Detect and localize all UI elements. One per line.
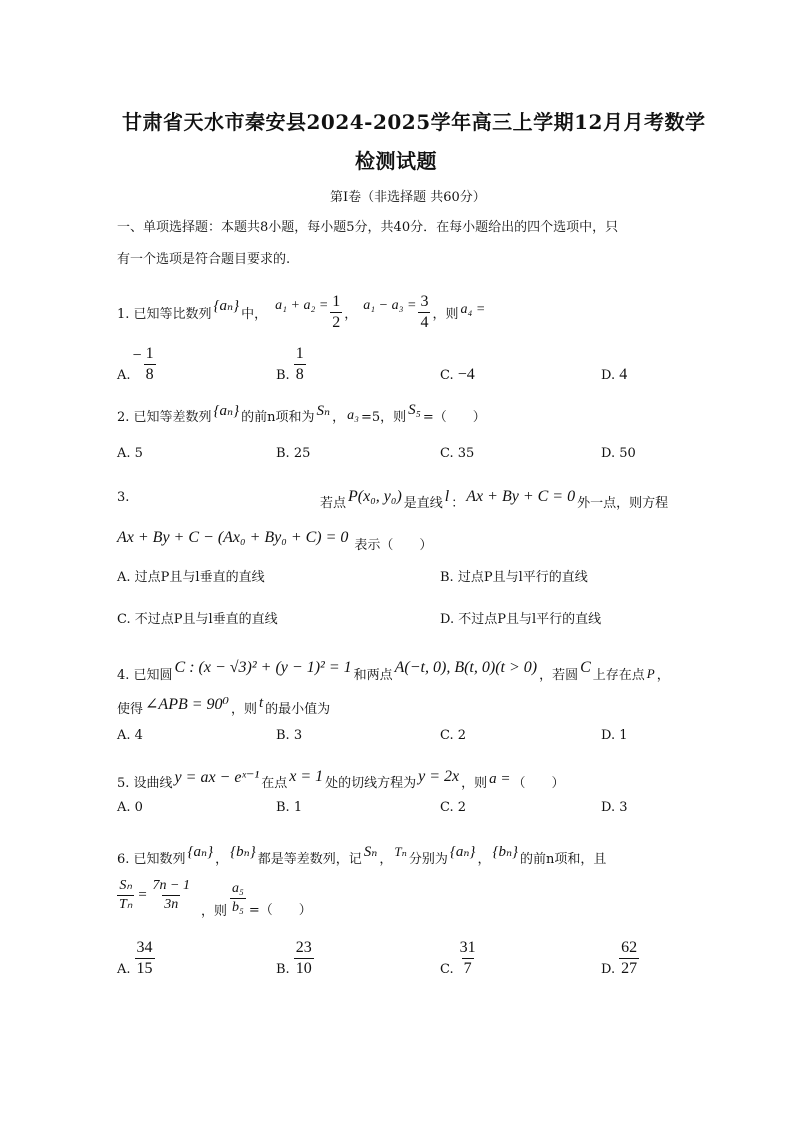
q3-option-b[interactable]: B. 过点P且与l平行的直线 [440, 570, 588, 585]
q5-option-d[interactable]: D. 3 [601, 800, 628, 815]
instruction-line1: 一、单项选择题：本题共8小题，每小题5分，共40分．在每小题给出的四个选项中，只 [117, 220, 619, 235]
q1-option-d-value: 4 [619, 366, 628, 383]
q4-option-c[interactable]: C. 2 [440, 728, 467, 743]
q1-eq1-left: a₁ + a₂ = [275, 297, 329, 313]
q6-option-d[interactable]: D. $\frac{62}{27}$ [601, 939, 638, 977]
question-5 [117, 762, 565, 791]
q6-end: =（ ） [248, 903, 312, 918]
q2-prefix: 2. 已知等差数列 [117, 410, 212, 425]
question-3-line2 [117, 522, 432, 553]
q2-option-a-value: 5 [134, 446, 143, 461]
q6-sep2: ， [379, 852, 393, 867]
q4-line2-tail: ，则 [230, 702, 257, 717]
q6-bn2: {bₙ} [492, 844, 519, 860]
q2-s5: S₅ [408, 402, 421, 418]
question-1 [117, 294, 485, 331]
q6-question-ratio: $\frac{\text{a₅}}{\text{b₅}}$ [231, 881, 244, 915]
section-heading: 第I卷（非选择题 共60分） [330, 190, 486, 205]
q4-option-d-value: 1 [619, 728, 628, 743]
q4-line2-end: 的最小值为 [265, 702, 331, 717]
q4-t: t [258, 695, 264, 711]
q5-option-a-value: 0 [134, 800, 143, 815]
q6-option-a-fraction: $\frac{34}{15}$ [136, 939, 153, 977]
q6-bn: {bₙ} [230, 844, 256, 860]
question-4-line2 [117, 690, 330, 717]
q6-option-b[interactable]: B. $\frac{23}{10}$ [276, 939, 312, 977]
q5-mid2: 处的切线方程为 [325, 776, 417, 791]
q2-mid: 的前n项和为 [241, 410, 315, 425]
q3-option-c-text: 不过点P且与l垂直的直线 [134, 612, 278, 627]
q4-option-a[interactable]: A. 4 [117, 728, 143, 743]
q3-equation: Ax + By + C − (Ax₀ + By₀ + C) = 0 [117, 528, 349, 546]
q5-option-c-value: 2 [457, 800, 467, 815]
q4-tail: ，若圆 [539, 668, 579, 683]
q3-line-symbol: l [444, 487, 450, 505]
q1-option-b-fraction: $\frac{1}{8}$ [295, 345, 304, 383]
q1-option-a-sign: − [132, 347, 142, 364]
q5-option-d-value: 3 [619, 800, 628, 815]
q5-a: a = [489, 771, 511, 787]
q3-option-d-text: 不过点P且与l平行的直线 [458, 612, 602, 627]
q5-curve: y = ax − eˣ⁻¹ [174, 768, 260, 786]
q1-prefix: 1. 已知等比数列 [117, 307, 212, 322]
q1-tail: ，则 [432, 307, 459, 322]
q4-option-a-value: 4 [134, 728, 143, 743]
q4-angle: ∠APB = 90⁰ [145, 695, 229, 713]
q5-option-c[interactable]: C. 2 [440, 800, 467, 815]
q3-option-b-text: 过点P且与l平行的直线 [457, 570, 588, 585]
q2-eq: =5，则 [360, 410, 407, 425]
q4-circle: C : (x − √3)² + (y − 1)² = 1 [174, 658, 352, 676]
q1-option-c-value: −4 [457, 366, 475, 383]
q6-option-c[interactable]: C. $\frac{31}{7}$ [440, 939, 476, 977]
q3-number: 3. [117, 490, 130, 505]
q1-option-d-label: D. [601, 368, 616, 383]
q6-sep3: ， [477, 852, 491, 867]
q1-eq2-left: a₁ − a₃ = [363, 297, 417, 313]
q3-option-c[interactable]: C. 不过点P且与l垂直的直线 [117, 612, 278, 627]
q6-sep: ， [215, 852, 229, 867]
q1-option-a[interactable] [117, 346, 156, 383]
q3-option-a-text: 过点P且与l垂直的直线 [134, 570, 265, 585]
q4-tail2: 上存在点 [592, 668, 645, 683]
question-2 [117, 402, 486, 425]
q1-sequence: {aₙ} [213, 298, 240, 314]
q1-mid: 中， [241, 307, 268, 322]
q6-an2: {aₙ} [449, 844, 476, 860]
q2-sn: Sₙ [316, 403, 331, 419]
q2-option-d[interactable]: D. 50 [601, 446, 636, 461]
q5-tangent: y = 2x [418, 767, 460, 785]
q1-target: a₄ = [460, 301, 486, 317]
q4-prefix: 4. 已知圆 [117, 668, 173, 683]
q4-points: A(−t, 0), B(t, 0)(t > 0) [394, 658, 538, 676]
q3-tail: 外一点，则方程 [577, 496, 669, 511]
q5-option-a[interactable]: A. 0 [117, 800, 143, 815]
question-3 [320, 482, 668, 511]
q6-option-b-fraction: $\frac{23}{10}$ [295, 939, 312, 977]
q5-prefix: 5. 设曲线 [117, 776, 173, 791]
q4-option-d[interactable]: D. 1 [601, 728, 628, 743]
q6-mid2: 分别为 [408, 852, 448, 867]
q2-a3: a₃ [347, 407, 359, 423]
q3-colon: ： [451, 496, 465, 511]
q6-rhs: $\frac{7n - 1}{3n}$ [152, 878, 190, 912]
q1-comma: ， [344, 307, 358, 322]
page-title-line1: 甘肃省天水市秦安县2024-2025学年高三上学期12月月考数学 [122, 110, 706, 134]
q5-tail: ，则 [461, 776, 488, 791]
q3-point: P(x₀, y₀) [348, 487, 402, 505]
q3-pre: 若点 [320, 496, 347, 511]
q1-option-c[interactable] [440, 366, 475, 384]
q3-option-d[interactable]: D. 不过点P且与l平行的直线 [440, 612, 602, 627]
q6-mid: 都是等差数列，记 [257, 852, 362, 867]
q1-option-d[interactable] [601, 366, 627, 384]
q5-end: （ ） [512, 776, 565, 791]
q6-ratio: $\frac{\text{Sₙ}}{\text{Tₙ}}$ [119, 878, 133, 912]
q6-option-d-fraction: $\frac{62}{27}$ [621, 939, 638, 977]
q6-tn: Tₙ [394, 843, 407, 859]
q5-option-b[interactable]: B. 1 [276, 800, 303, 815]
q1-option-a-fraction: $\frac{1}{8}$ [145, 345, 154, 383]
q4-comma: ， [656, 668, 670, 683]
q1-option-a-label: A. [117, 368, 131, 383]
q1-option-c-label: C. [440, 368, 454, 383]
q4-option-c-value: 2 [457, 728, 467, 743]
q2-option-c-value: 35 [457, 446, 475, 461]
instruction-line2: 有一个选项是符合题目要求的. [117, 252, 291, 267]
q5-option-b-value: 1 [293, 800, 303, 815]
q6-tail: 的前n项和，且 [520, 852, 607, 867]
q6-option-a[interactable]: A. $\frac{34}{15}$ [117, 939, 153, 977]
q6-prefix: 6. 已知数列 [117, 852, 186, 867]
q2-option-b-value: 25 [293, 446, 311, 461]
page-title-line2: 检测试题 [355, 149, 437, 173]
question-4 [117, 652, 670, 683]
q6-eq: = [137, 887, 148, 903]
q6-then: ，则 [200, 904, 227, 919]
q2-tail: =（ ） [422, 410, 486, 425]
q6-an: {aₙ} [187, 844, 214, 860]
q5-point: x = 1 [289, 767, 324, 785]
q3-line-eq: Ax + By + C = 0 [466, 487, 576, 505]
q1-option-b-label: B. [276, 368, 290, 383]
q2-sep: ， [332, 410, 346, 425]
q3-tail2: 表示（ ） [354, 538, 433, 553]
q1-eq2-fraction: $\frac{3}{4}$ [420, 293, 429, 331]
q4-option-b[interactable]: B. 3 [276, 728, 303, 743]
q3-option-a[interactable]: A. 过点P且与l垂直的直线 [117, 570, 265, 585]
q3-mid: 是直线 [403, 496, 443, 511]
q4-option-b-value: 3 [293, 728, 303, 743]
q1-option-b[interactable] [276, 346, 306, 383]
q2-option-c[interactable]: C. 35 [440, 446, 475, 461]
q2-option-b[interactable]: B. 25 [276, 446, 311, 461]
q6-sn: Sₙ [363, 844, 378, 860]
q4-mid: 和两点 [353, 668, 393, 683]
question-6 [117, 836, 606, 867]
q2-sequence: {aₙ} [213, 403, 240, 419]
q4-p: P [646, 665, 655, 681]
q2-option-d-value: 50 [619, 446, 636, 461]
question-6-line2 [117, 872, 312, 919]
q4-c: C [580, 658, 591, 676]
q5-mid: 在点 [261, 776, 288, 791]
q2-option-a[interactable]: A. 5 [117, 446, 143, 461]
q4-line2-pre: 使得 [117, 702, 144, 717]
q6-option-c-fraction: $\frac{31}{7}$ [459, 939, 476, 977]
q1-eq1-fraction: $\frac{1}{2}$ [332, 293, 341, 331]
